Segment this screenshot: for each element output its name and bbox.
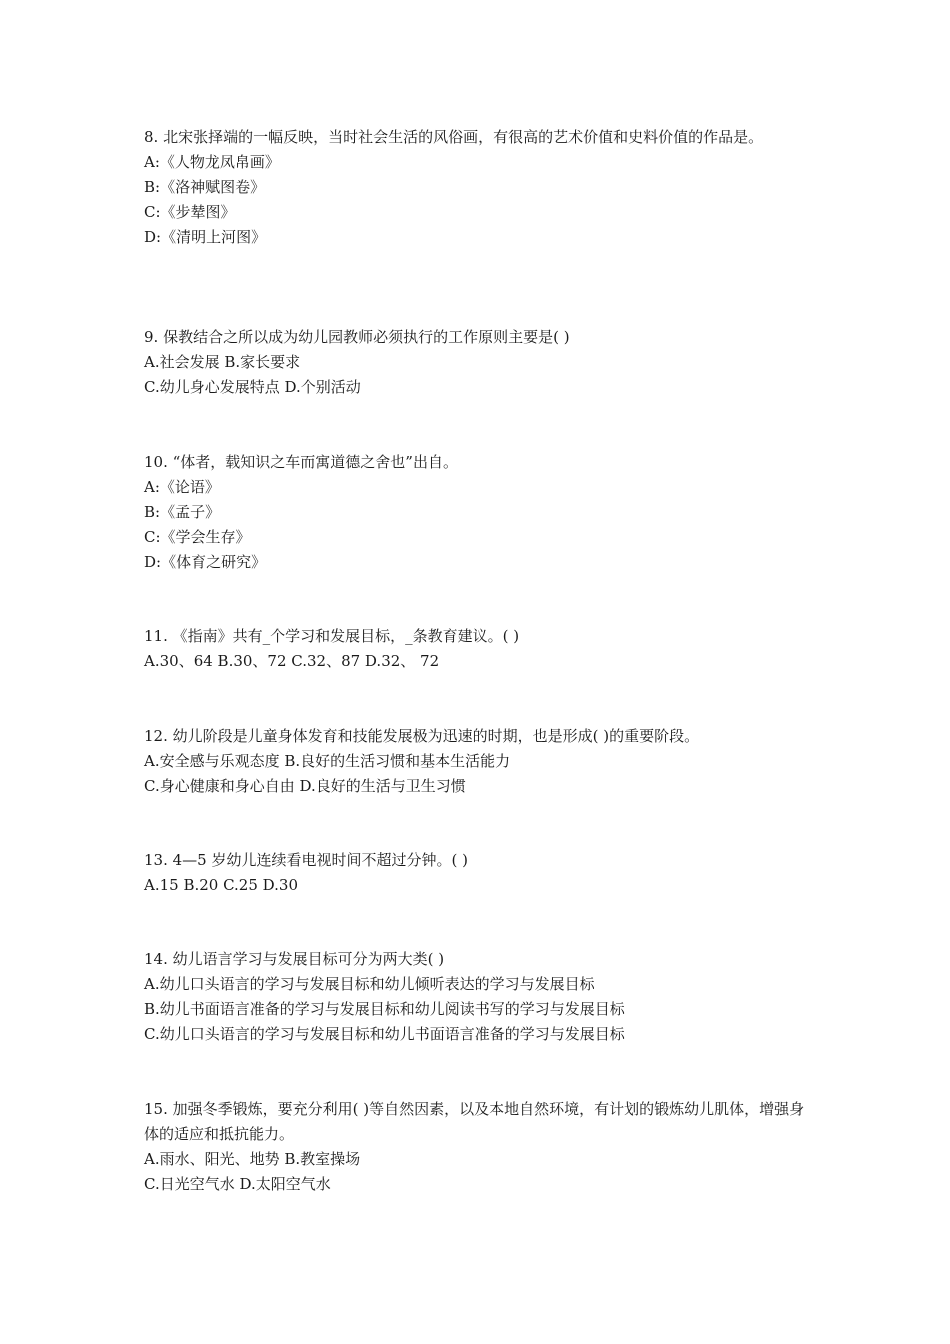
question-12	[144, 724, 814, 799]
question-stem: 8. 北宋张择端的一幅反映，当时社会生活的风俗画，有很高的艺术价值和史料价值的作品是。	[144, 128, 764, 146]
option-line: A.雨水、阳光、地势 B.教室操场	[144, 1150, 361, 1168]
option-line: A.15 B.20 C.25 D.30	[144, 876, 299, 894]
document-page	[144, 0, 814, 1344]
question-stem: 14. 幼儿语言学习与发展目标可分为两大类( )	[144, 950, 445, 968]
option-line: A.社会发展 B.家长要求	[144, 353, 301, 371]
option-line: C.日光空气水 D.太阳空气水	[144, 1175, 331, 1193]
question-stem: 15. 加强冬季锻炼，要充分利用( )等自然因素，以及本地自然环境，有计划的锻炼幼儿肌体，增强身体的适应和抵抗能力。	[144, 1100, 805, 1143]
option-d: D:《体育之研究》	[144, 553, 267, 571]
option-c: C:《步辇图》	[144, 203, 236, 221]
option-line: A.安全感与乐观态度 B.良好的生活习惯和基本生活能力	[144, 752, 511, 770]
option-c: C:《学会生存》	[144, 528, 251, 546]
question-10	[144, 450, 814, 575]
option-a: A.幼儿口头语言的学习与发展目标和幼儿倾听表达的学习与发展目标	[144, 975, 595, 993]
question-stem: 12. 幼儿阶段是儿童身体发育和技能发展极为迅速的时期，也是形成( )的重要阶段。	[144, 727, 700, 745]
question-stem: 13. 4—5 岁幼儿连续看电视时间不超过分钟。( )	[144, 851, 468, 869]
question-15	[144, 1097, 814, 1197]
option-line: C.身心健康和身心自由 D.良好的生活与卫生习惯	[144, 777, 466, 795]
question-13	[144, 848, 814, 898]
option-line: C.幼儿身心发展特点 D.个别活动	[144, 378, 361, 396]
question-8	[144, 125, 814, 250]
option-line: A.30、64 B.30、72 C.32、87 D.32、 72	[144, 652, 440, 670]
option-c: C.幼儿口头语言的学习与发展目标和幼儿书面语言准备的学习与发展目标	[144, 1025, 625, 1043]
question-stem: 9. 保教结合之所以成为幼儿园教师必须执行的工作原则主要是( )	[144, 328, 570, 346]
question-14	[144, 947, 814, 1047]
option-a: A:《人物龙凤帛画》	[144, 153, 280, 171]
question-11	[144, 624, 814, 674]
option-a: A:《论语》	[144, 478, 220, 496]
question-stem: 11. 《指南》共有_个学习和发展目标，_条教育建议。( )	[144, 627, 520, 645]
option-b: B:《孟子》	[144, 503, 221, 521]
option-d: D:《清明上河图》	[144, 228, 267, 246]
option-b: B:《洛神赋图卷》	[144, 178, 266, 196]
option-b: B.幼儿书面语言准备的学习与发展目标和幼儿阅读书写的学习与发展目标	[144, 1000, 625, 1018]
question-stem: 10. “体者，载知识之车而寓道德之舍也”出自。	[144, 453, 458, 471]
question-9	[144, 325, 814, 400]
